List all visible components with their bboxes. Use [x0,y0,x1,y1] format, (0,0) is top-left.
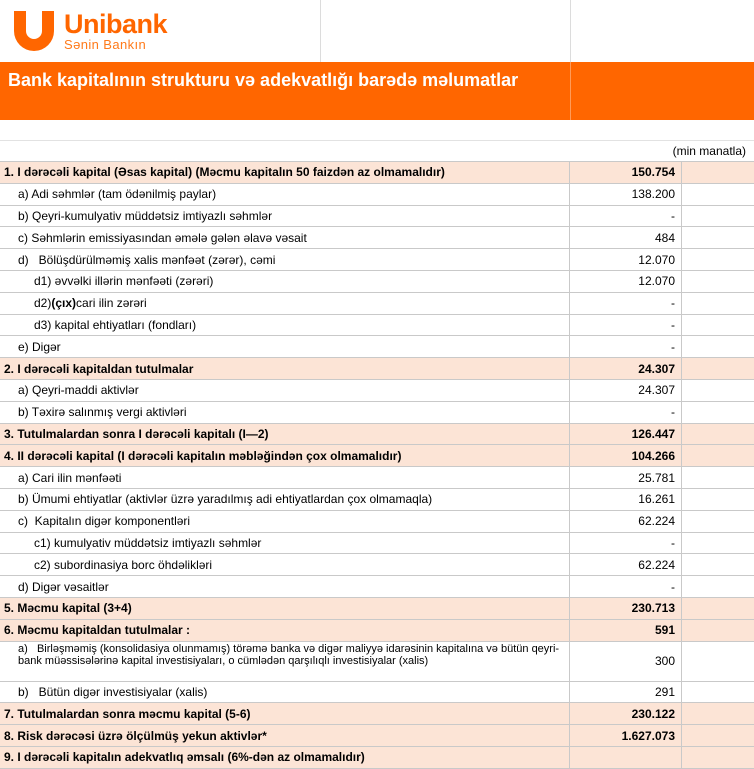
brand-name: Unibank [64,8,168,39]
capital-table [0,161,754,769]
row-value: 12.070 [570,271,682,292]
table-row [0,358,754,380]
row-label: b) Ümumi ehtiyatlar (aktivlər üzrə yaradılmış adi ehtiyatlardan çox olmamaqla) [0,489,570,510]
row-label: b) Qeyri-kumulyativ müddətsiz imtiyazlı səhmlər [0,206,570,227]
row-value: 25.781 [570,467,682,488]
table-row [0,467,754,489]
row-spacer [682,554,754,575]
row-label: 9. I dərəcəli kapitalın adekvatlıq əmsalı (6%-dən az olmamalıdır) [0,747,570,768]
row-spacer [682,598,754,619]
row-label: 8. Risk dərəcəsi üzrə ölçülmüş yekun aktivlər* [0,725,570,746]
row-label-segment: cari ilin zərəri [76,296,147,311]
row-spacer [682,642,754,681]
row-label: 6. Məcmu kapitaldan tutulmalar : [0,620,570,641]
row-spacer [682,703,754,724]
table-row [0,511,754,533]
row-value: 138.200 [570,184,682,205]
row-spacer [682,725,754,746]
row-label: b) Təxirə salınmış vergi aktivləri [0,402,570,423]
row-value: - [570,293,682,314]
table-row [0,227,754,249]
row-label: d1) əvvəlki illərin mənfəəti (zərəri) [0,271,570,292]
table-row [0,642,754,682]
table-row [0,554,754,576]
table-row [0,206,754,228]
grid-line-vertical [570,0,571,62]
row-spacer [682,358,754,379]
row-label: a) Adi səhmlər (tam ödənilmiş paylar) [0,184,570,205]
row-label: d3) kapital ehtiyatları (fondları) [0,315,570,336]
row-spacer [682,206,754,227]
row-value: 126.447 [570,424,682,445]
row-label: c2) subordinasiya borc öhdəlikləri [0,554,570,575]
grid-line-vertical [320,0,321,62]
row-label: 4. II dərəcəli kapital (I dərəcəli kapitalın məbləğindən çox olmamalıdır) [0,445,570,466]
table-row [0,380,754,402]
row-value: 150.754 [570,162,682,183]
table-row [0,703,754,725]
row-value: 24.307 [570,358,682,379]
table-row [0,315,754,337]
unit-row [0,140,754,161]
report-title-bar [0,62,754,120]
table-row [0,598,754,620]
row-spacer [682,336,754,357]
header [0,0,754,62]
row-spacer [682,162,754,183]
table-row [0,682,754,704]
row-spacer [682,402,754,423]
row-value: - [570,315,682,336]
row-label: a) Qeyri-maddi aktivlər [0,380,570,401]
row-label: e) Digər [0,336,570,357]
row-label: 3. Tutulmalardan sonra I dərəcəli kapitalı (I—2) [0,424,570,445]
row-spacer [682,424,754,445]
row-spacer [682,576,754,597]
table-row [0,445,754,467]
row-value: - [570,336,682,357]
table-row [0,249,754,271]
row-spacer [682,271,754,292]
table-row [0,533,754,555]
row-spacer [682,445,754,466]
spacer-row [0,120,754,140]
row-value: 591 [570,620,682,641]
row-label: b) Bütün digər investisiyalar (xalis) [0,682,570,703]
table-row [0,293,754,315]
row-value: 484 [570,227,682,248]
row-value: 62.224 [570,554,682,575]
row-spacer [682,533,754,554]
row-spacer [682,293,754,314]
row-spacer [682,227,754,248]
row-spacer [682,620,754,641]
table-row [0,725,754,747]
table-row [0,162,754,184]
table-row [0,620,754,642]
row-label: 7. Tutulmalardan sonra məcmu kapital (5-6) [0,703,570,724]
row-value: 230.122 [570,703,682,724]
row-label: 5. Məcmu kapital (3+4) [0,598,570,619]
row-label: 2. I dərəcəli kapitaldan tutulmalar [0,358,570,379]
row-label: c) Səhmlərin emissiyasından əmələ gələn əlavə vəsait [0,227,570,248]
row-value: 104.266 [570,445,682,466]
row-label: c) Kapitalın digər komponentləri [0,511,570,532]
table-row [0,271,754,293]
row-spacer [682,315,754,336]
row-spacer [682,747,754,768]
table-row [0,424,754,446]
row-spacer [682,380,754,401]
brand-tagline: Sənin Bankın [64,36,147,52]
row-label-segment: d2) [34,296,52,311]
title-cell-divider [570,62,571,120]
table-row [0,336,754,358]
table-row [0,402,754,424]
row-spacer [682,489,754,510]
row-value: 16.261 [570,489,682,510]
row-spacer [682,682,754,703]
row-value: - [570,402,682,423]
row-spacer [682,511,754,532]
row-spacer [682,467,754,488]
row-label: a) Birləşməmiş (konsolidasiya olunmamış) törəmə banka və digər maliyyə idarəsinin kapitalına və bütün qeyri-bank müəssisələrinə kapital investisiyaları, o cümlədən qarşılıqlı investisiyalar (xalis) [0,642,570,681]
row-spacer [682,249,754,270]
row-label: d) Digər vəsaitlər [0,576,570,597]
unit-note: (min manatla) [672,144,746,158]
row-label-segment: (çıx) [51,296,77,311]
row-value: - [570,206,682,227]
row-value: 1.627.073 [570,725,682,746]
row-label: d) Bölüşdürülməmiş xalis mənfəət (zərər), cəmi [0,249,570,270]
row-value [570,747,682,768]
table-row [0,747,754,769]
row-value: 62.224 [570,511,682,532]
row-value: 24.307 [570,380,682,401]
row-label: 1. I dərəcəli kapital (Əsas kapital) (Məcmu kapitalın 50 faizdən az olmamalıdır) [0,162,570,183]
row-label: c1) kumulyativ müddətsiz imtiyazlı səhmlər [0,533,570,554]
row-value: 291 [570,682,682,703]
row-label: a) Cari ilin mənfəəti [0,467,570,488]
row-value: 12.070 [570,249,682,270]
row-value: 300 [570,642,682,681]
page-title: Bank kapitalının strukturu və adekvatlığı barədə məlumatlar [8,70,519,90]
table-row [0,184,754,206]
table-row [0,489,754,511]
row-label [0,293,570,314]
table-row [0,576,754,598]
unibank-logo [12,9,167,53]
row-spacer [682,184,754,205]
row-value: - [570,576,682,597]
logo-words [64,8,168,52]
row-value: 230.713 [570,598,682,619]
row-value: - [570,533,682,554]
unibank-u-icon [12,9,56,53]
